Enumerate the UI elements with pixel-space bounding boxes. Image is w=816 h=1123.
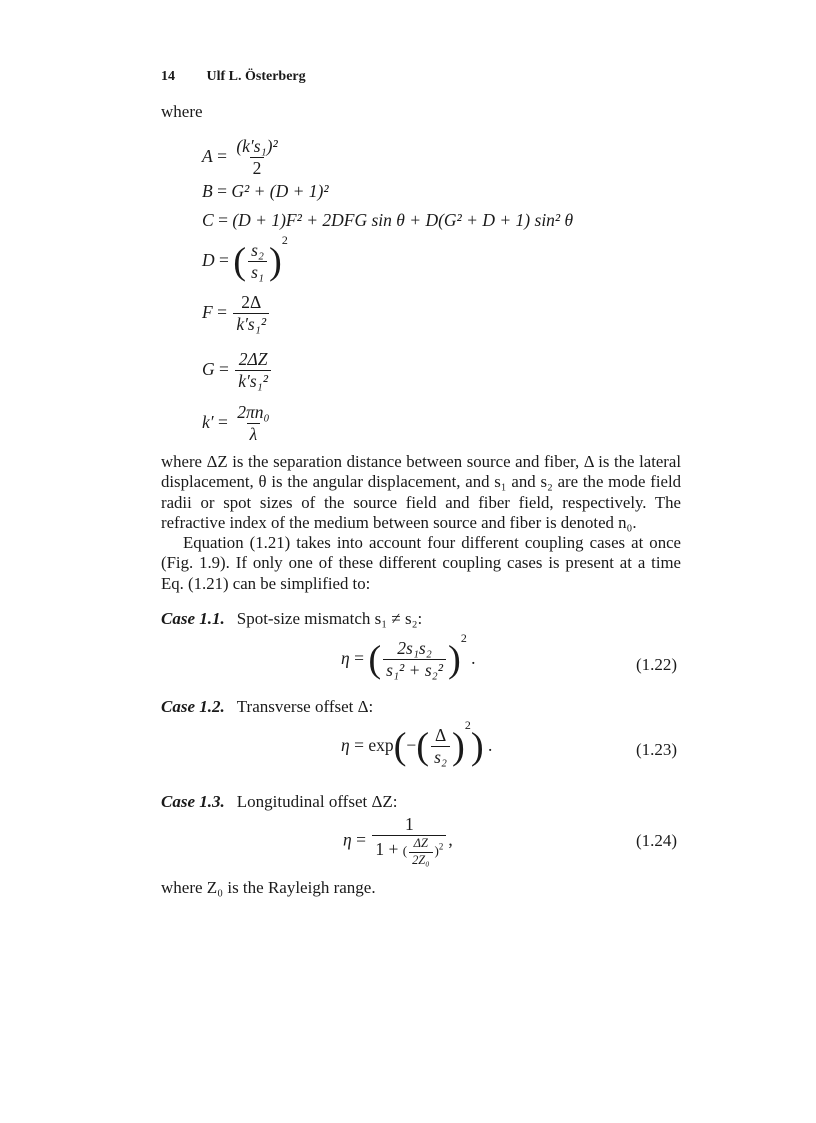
body-paragraphs: [161, 452, 681, 594]
equation-number-1-23: (1.23): [636, 740, 678, 759]
paragraph-1: where ΔZ is the separation distance between source and fiber, Δ is the lateral displacement, θ is the angular displacement, and s₁ and s₂ are the mode field radii or spot sizes of the source field and fiber field, respectively. The refractive index of the medium between source and fiber is denoted n₀.: [161, 452, 681, 532]
equation-1-24: η = 1 1 + ( $\frac{\Delta Z}{\text{2Z₀}}$ )$^2$ ,: [343, 814, 453, 867]
def-A: A = $\frac{\text{(k′s₁)²}}{2}$: [202, 136, 278, 179]
case-1-3-heading: Case 1.3. Longitudinal offset ΔZ:: [161, 792, 398, 811]
equation-number-1-24: (1.24): [636, 831, 678, 850]
def-C: C = (D + 1)F² + 2DFG sin θ + D(G² + D + 1) sin² θ: [202, 210, 574, 230]
def-k-prime: k′ = $\frac{\text{2πn₀}}{\lambda}$: [202, 402, 270, 445]
running-header: [161, 69, 306, 85]
def-G: G = $\frac{2\Delta Z}{\text{k′s₁²}}$: [202, 350, 273, 392]
case-1-1-heading: Case 1.1. Spot-size mismatch s₁ ≠ s₂:: [161, 609, 423, 628]
page-number: 14: [161, 69, 175, 84]
intro-where: where: [161, 102, 203, 121]
def-F: F = $\frac{2\Delta}{\text{k′s₁²}}$: [202, 293, 271, 335]
equation-1-22: η = ( $\frac{\text{2s₁s₂}}{\text{s₁² + s₂²}}$ )$^2$ .: [341, 631, 476, 681]
equation-1-23: η = exp(−( $\frac{\Delta}{\text{s₂}}$ )$^2$) .: [341, 718, 493, 768]
author-name: Ulf L. Österberg: [206, 69, 306, 84]
def-D: D = ( $\frac{\text{s₂}}{\text{s₁}}$ )$^2$: [202, 233, 288, 283]
equation-number-1-22: (1.22): [636, 655, 678, 674]
closing-sentence: where Z₀ is the Rayleigh range.: [161, 878, 376, 897]
def-B: B = G² + (D + 1)²: [202, 181, 329, 201]
paragraph-2: Equation (1.21) takes into account four different coupling cases at once (Fig. 1.9). If only one of these different coupling cases is present at a time Eq. (1.21) can be simplified to:: [161, 533, 681, 593]
case-1-2-heading: Case 1.2. Transverse offset Δ:: [161, 697, 374, 716]
